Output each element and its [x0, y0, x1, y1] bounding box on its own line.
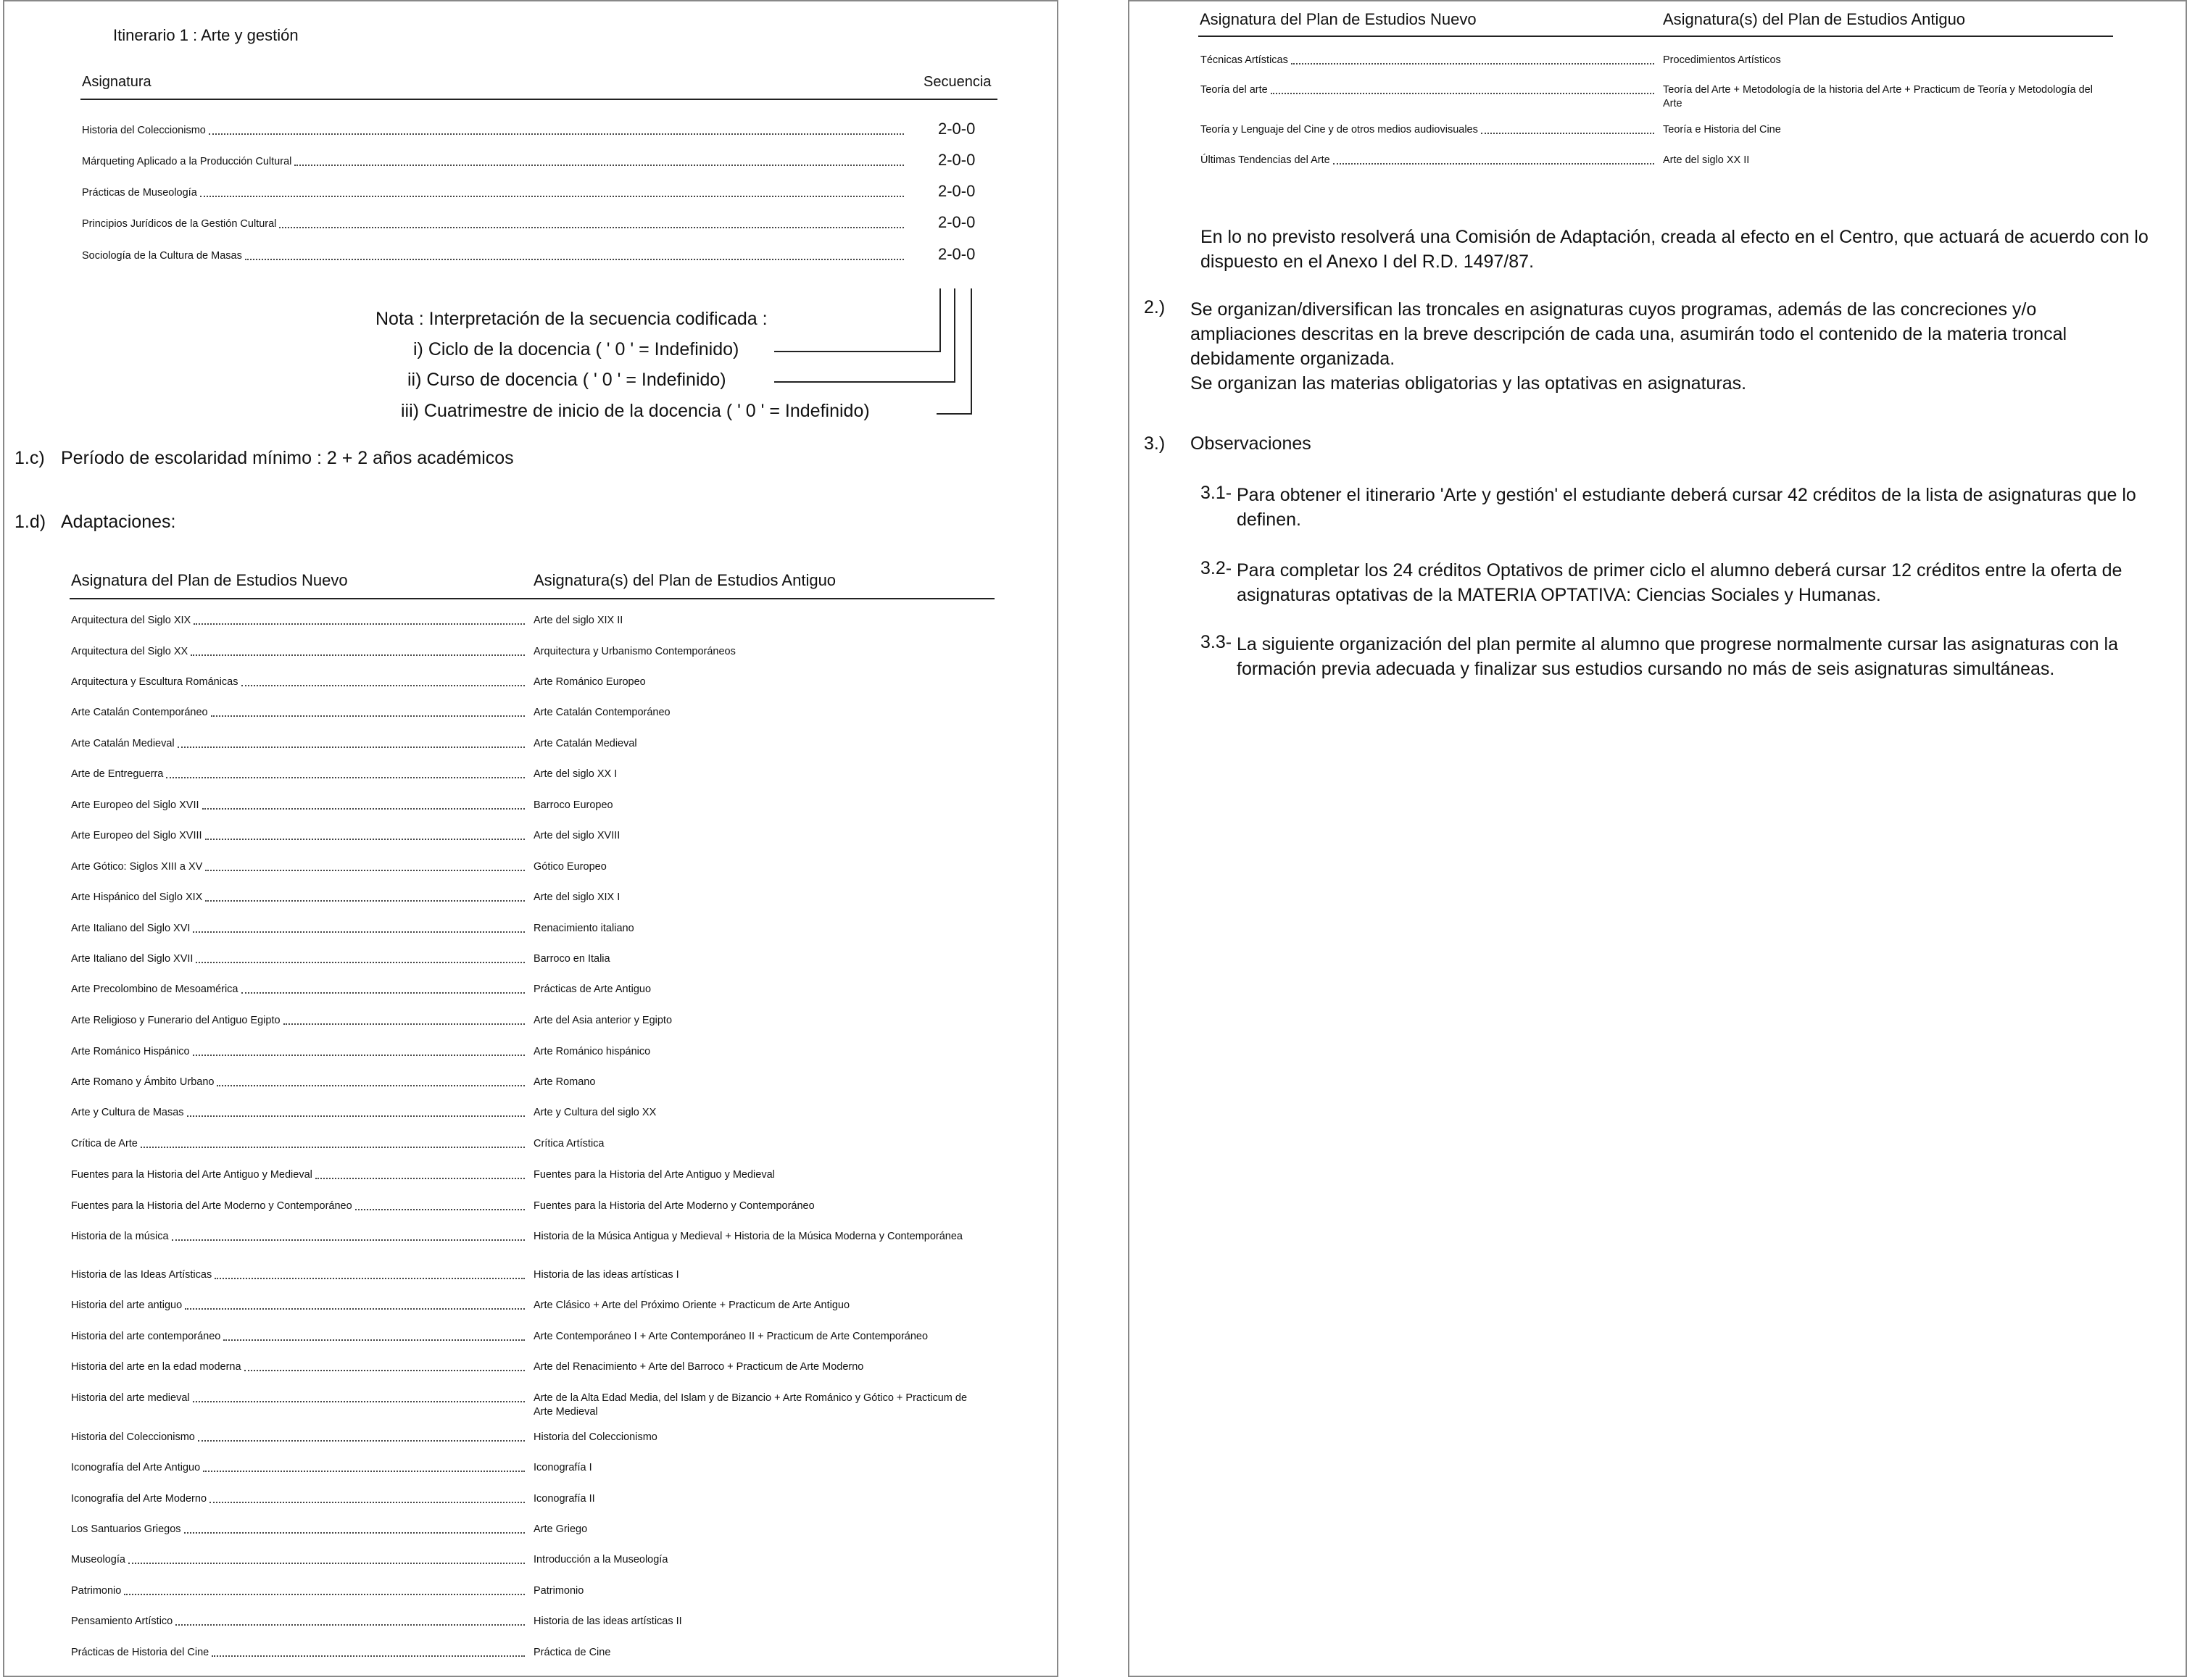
dot-leader [1333, 154, 1654, 165]
adapt-old-subject: Arte Romano [534, 1076, 596, 1088]
dot-leader [184, 1523, 525, 1534]
dot-leader [211, 706, 525, 717]
adapt-new-subject: Arte Precolombino de Mesoamérica [71, 984, 238, 995]
adapt-new-subject: Historia de la música [71, 1231, 169, 1242]
dot-leader [1271, 83, 1654, 94]
section-1c-text: Período de escolaridad mínimo : 2 + 2 años académicos [61, 448, 514, 468]
dot-leader [1481, 123, 1654, 134]
subject-row [82, 249, 907, 263]
adapt-old-subject: Arte del siglo XX II [1663, 154, 1750, 166]
dot-leader [141, 1137, 525, 1148]
adaptation-row [71, 829, 528, 843]
note-item-1: i) Ciclo de la docencia ( ' 0 ' = Indefinido) [413, 339, 739, 359]
subject-name: Sociología de la Cultura de Masas [82, 250, 242, 262]
adaptation-row [71, 891, 528, 905]
adaptation-row [71, 1615, 528, 1629]
adapt-new-subject: Arte Italiano del Siglo XVII [71, 953, 194, 965]
dot-leader [215, 1268, 525, 1279]
adaptation-row [71, 1045, 528, 1059]
adapt-old-subject: Barroco en Italia [534, 953, 610, 965]
adaptation-row [71, 1106, 528, 1120]
adapt-old-subject: Historia de la Música Antigua y Medieval + Historia de la Música Moderna y Contemporánea [534, 1231, 963, 1242]
adapt-new-subject: Museología [71, 1554, 125, 1565]
adapt-right-header-rule [1198, 36, 2113, 37]
adapt-old-subject: Crítica Artística [534, 1138, 605, 1149]
adapt-new-subject: Arquitectura del Siglo XX [71, 646, 188, 657]
adapt-old-subject: Arte del Renacimiento + Arte del Barroco + Practicum de Arte Moderno [534, 1361, 864, 1373]
adapt-new-subject: Historia del arte antiguo [71, 1299, 183, 1311]
adaptation-row [71, 737, 528, 751]
adapt-new-subject: Prácticas de Historia del Cine [71, 1647, 209, 1658]
adaptation-row [71, 1330, 528, 1344]
adapt-new-subject: Historia del arte medieval [71, 1392, 190, 1404]
adapt-old-subject: Arte del siglo XX I [534, 768, 618, 780]
dot-leader [209, 124, 904, 135]
adaptation-row [71, 1392, 528, 1405]
dot-leader [200, 186, 904, 197]
dot-leader [223, 1330, 525, 1341]
adapt-new-subject: Arquitectura y Escultura Románicas [71, 676, 238, 688]
subject-row [82, 124, 907, 138]
dot-leader [202, 799, 525, 810]
note-bracket-3 [971, 288, 972, 413]
adapt-old-subject: Teoría e Historia del Cine [1663, 124, 1781, 136]
dot-leader [193, 1045, 525, 1056]
adaptation-row [71, 1199, 528, 1213]
adapt-new-subject: Historia del arte contemporáneo [71, 1331, 221, 1342]
adapt-new-subject: Arte Gótico: Siglos XIII a XV [71, 861, 203, 873]
obs-3-3-text: La siguiente organización del plan permite al alumno que progrese normalmente cursar las asignaturas con la formación previa adecuada y finalizar sus estudios cursando no más de seis asignaturas simultáneas. [1237, 634, 2118, 679]
adapt-new-subject: Patrimonio [71, 1585, 122, 1597]
note-item-2: ii) Curso de docencia ( ' 0 ' = Indefinido) [407, 370, 726, 390]
subject-name: Principios Jurídicos de la Gestión Cultural [82, 218, 277, 230]
adapt-right-col-old: Asignatura(s) del Plan de Estudios Antiguo [1663, 10, 1966, 28]
note-title: Nota : Interpretación de la secuencia codificada : [375, 309, 768, 329]
adaptation-row [71, 1137, 528, 1151]
adaptation-row [71, 922, 528, 936]
dot-leader [315, 1168, 525, 1179]
adaptation-row [71, 675, 528, 689]
dot-leader [198, 1431, 525, 1442]
note-leader-2 [774, 381, 955, 383]
adapt-new-subject: Pensamiento Artístico [71, 1615, 173, 1627]
adapt-new-subject: Historia del arte en la edad moderna [71, 1361, 241, 1373]
section-1d-text: Adaptaciones: [61, 512, 176, 532]
adapt-old-subject: Introducción a la Museología [534, 1554, 668, 1565]
dot-leader [212, 1646, 525, 1657]
adapt-old-subject: Arte de la Alta Edad Media, del Islam y de Bizancio + Arte Románico y Gótico + Practicum de Arte Medieval [534, 1392, 968, 1418]
adaptation-row [71, 1646, 528, 1660]
dot-leader [279, 217, 904, 228]
subject-name: Prácticas de Museología [82, 187, 197, 199]
dot-leader [217, 1076, 525, 1086]
adapt-old-subject: Fuentes para la Historia del Arte Antiguo y Medieval [534, 1169, 775, 1181]
adapt-old-subject: Arte del siglo XVIII [534, 830, 621, 841]
adapt-old-subject: Historia de las ideas artísticas II [534, 1615, 682, 1627]
adaptation-row [71, 706, 528, 720]
dot-leader [205, 829, 525, 840]
subject-sequence: 2-0-0 [938, 245, 976, 263]
adapt-old-subject: Barroco Europeo [534, 799, 613, 811]
adapt-old-subject: Arte del siglo XIX I [534, 891, 621, 903]
dot-leader [128, 1553, 525, 1564]
note-item-3: iii) Cuatrimestre de inicio de la docencia ( ' 0 ' = Indefinido) [401, 401, 870, 421]
adaptation-row [71, 1076, 528, 1089]
dot-leader [194, 614, 525, 625]
adapt-new-subject: Arte Romano y Ámbito Urbano [71, 1076, 215, 1088]
adaptation-row [71, 1431, 528, 1444]
subject-name: Historia del Coleccionismo [82, 125, 206, 136]
subject-name: Márqueting Aplicado a la Producción Cultural [82, 156, 292, 167]
adapt-new-subject: Crítica de Arte [71, 1138, 138, 1149]
adapt-new-subject: Arte Europeo del Siglo XVII [71, 799, 199, 811]
adapt-old-subject: Fuentes para la Historia del Arte Moderno y Contemporáneo [534, 1200, 815, 1212]
dot-leader [294, 155, 904, 166]
dot-leader [244, 1360, 525, 1371]
subject-row [82, 186, 907, 200]
adapt-old-subject: Arte del Asia anterior y Egipto [534, 1015, 673, 1026]
adaptation-row [71, 983, 528, 997]
adaptation-row [71, 645, 528, 659]
adapt-old-subject: Arte Catalán Medieval [534, 738, 637, 749]
adapt-old-subject: Iconografía II [534, 1493, 595, 1505]
adaptation-row [71, 1268, 528, 1282]
section-2-text1: Se organizan/diversifican las troncales en asignaturas cuyos programas, además de las concreciones y/o ampliaciones descritas en la breve descripción de cada una, asumirán todo el contenido de la materia troncal debidamente organizada. [1190, 299, 2067, 369]
adapt-old-subject: Arte Románico Europeo [534, 676, 646, 688]
subjects-col-subject: Asignatura [82, 74, 152, 90]
adaptation-row [1200, 54, 1657, 67]
adapt-old-subject: Práctica de Cine [534, 1647, 611, 1658]
note-bracket-1 [939, 288, 941, 351]
dot-leader [241, 983, 526, 994]
adaptation-row [71, 1584, 528, 1598]
adapt-old-subject: Arte Griego [534, 1523, 588, 1535]
adapt-new-subject: Historia de las Ideas Artísticas [71, 1269, 212, 1281]
adapt-new-subject: Historia del Coleccionismo [71, 1431, 195, 1443]
adapt-new-subject: Arte de Entreguerra [71, 768, 164, 780]
adapt-new-subject: Arte Catalán Contemporáneo [71, 707, 208, 718]
dot-leader [187, 1106, 525, 1117]
adapt-old-subject: Renacimiento italiano [534, 923, 634, 934]
adapt-new-subject: Arte y Cultura de Masas [71, 1107, 184, 1118]
adapt-new-subject: Últimas Tendencias del Arte [1200, 154, 1330, 166]
adapt-new-subject: Iconografía del Arte Antiguo [71, 1462, 201, 1473]
adapt-new-subject: Arte Italiano del Siglo XVI [71, 923, 191, 934]
adapt-old-subject: Arte del siglo XIX II [534, 615, 623, 626]
adaptation-row [71, 1461, 528, 1475]
adapt-new-subject: Arte Románico Hispánico [71, 1046, 190, 1057]
adapt-old-subject: Patrimonio [534, 1585, 584, 1597]
subject-sequence: 2-0-0 [938, 213, 976, 231]
adaptation-row [71, 1230, 528, 1244]
dot-leader [172, 1230, 525, 1241]
dot-leader [203, 1461, 525, 1472]
adapt-new-subject: Teoría y Lenguaje del Cine y de otros medios audiovisuales [1200, 124, 1478, 136]
adaptation-row [71, 1360, 528, 1374]
adaptation-row [1200, 154, 1657, 167]
adaptation-row [71, 952, 528, 966]
dot-leader [175, 1615, 525, 1626]
subjects-header-rule [80, 99, 997, 100]
dot-leader [191, 645, 525, 656]
dot-leader [193, 1392, 525, 1402]
adapt-old-subject: Prácticas de Arte Antiguo [534, 984, 652, 995]
dot-leader [205, 860, 525, 871]
adaptation-row [71, 1168, 528, 1182]
obs-3-2-text: Para completar los 24 créditos Optativos de primer ciclo el alumno deberá cursar 12 créditos entre la oferta de asignaturas optativas de la MATERIA OPTATIVA: Ciencias Sociales y Humanas. [1237, 560, 2122, 605]
section-2-number: 2.) [1144, 297, 1166, 317]
adapt-new-subject: Técnicas Artísticas [1200, 54, 1288, 66]
adapt-new-subject: Teoría del arte [1200, 84, 1268, 96]
adaptation-row [71, 1014, 528, 1028]
adapt-old-subject: Teoría del Arte + Metodología de la historia del Arte + Practicum de Teoría y Metodología del Arte [1663, 84, 2093, 109]
adapt-old-subject: Historia del Coleccionismo [534, 1431, 657, 1443]
adapt-new-subject: Fuentes para la Historia del Arte Antiguo y Medieval [71, 1169, 312, 1181]
dot-leader [205, 891, 525, 902]
adaptation-row [71, 1523, 528, 1536]
adapt-new-subject: Arte Europeo del Siglo XVIII [71, 830, 202, 841]
dot-leader [124, 1584, 525, 1595]
adapt-old-subject: Procedimientos Artísticos [1663, 54, 1781, 66]
subject-sequence: 2-0-0 [938, 151, 976, 169]
right-page [1128, 0, 2187, 1677]
subject-row [82, 155, 907, 169]
adaptation-row [71, 860, 528, 874]
adapt-col-new: Asignatura del Plan de Estudios Nuevo [71, 571, 348, 589]
adaptation-row [1200, 123, 1657, 137]
obs-3-3-number: 3.3- [1200, 632, 1232, 652]
adapt-old-subject: Arte y Cultura del siglo XX [534, 1107, 657, 1118]
adapt-new-subject: Arquitectura del Siglo XIX [71, 615, 191, 626]
adapt-old-subject: Arte Románico hispánico [534, 1046, 651, 1057]
itinerary-title: Itinerario 1 : Arte y gestión [113, 26, 299, 44]
section-2-text2: Se organizan las materias obligatorias y las optativas en asignaturas. [1190, 373, 1747, 394]
obs-3-1-number: 3.1- [1200, 483, 1232, 503]
dot-leader [178, 737, 525, 748]
adapt-old-subject: Gótico Europeo [534, 861, 607, 873]
adapt-old-subject: Arte Clásico + Arte del Próximo Oriente + Practicum de Arte Antiguo [534, 1299, 850, 1311]
subject-sequence: 2-0-0 [938, 182, 976, 200]
adapt-new-subject: Arte Religioso y Funerario del Antiguo Egipto [71, 1015, 281, 1026]
dot-leader [209, 1492, 525, 1503]
section-3-title: Observaciones [1190, 433, 1311, 454]
adapt-old-subject: Arte Catalán Contemporáneo [534, 707, 671, 718]
dot-leader [1291, 54, 1654, 65]
adaptation-row [71, 1492, 528, 1506]
dot-leader [185, 1299, 525, 1310]
adaptation-row [71, 1553, 528, 1567]
adapt-col-old: Asignatura(s) del Plan de Estudios Antiguo [534, 571, 837, 589]
commission-text: En lo no previsto resolverá una Comisión de Adaptación, creada al efecto en el Centro, que actuará de acuerdo con lo dispuesto en el Anexo I del R.D. 1497/87. [1200, 227, 2149, 272]
adapt-new-subject: Los Santuarios Griegos [71, 1523, 181, 1535]
adaptation-row [1200, 83, 1657, 97]
dot-leader [283, 1014, 525, 1025]
adapt-new-subject: Arte Catalán Medieval [71, 738, 175, 749]
adaptation-row [71, 768, 528, 781]
dot-leader [245, 249, 904, 260]
adapt-old-subject: Arte Contemporáneo I + Arte Contemporáneo II + Practicum de Arte Contemporáneo [534, 1331, 929, 1342]
adapt-new-subject: Arte Hispánico del Siglo XIX [71, 891, 203, 903]
adapt-old-subject: Historia de las ideas artísticas I [534, 1269, 679, 1281]
dot-leader [355, 1199, 525, 1210]
adaptation-row [71, 799, 528, 812]
dot-leader [166, 768, 525, 778]
adapt-old-subject: Iconografía I [534, 1462, 592, 1473]
left-page [3, 0, 1058, 1677]
adapt-header-rule [70, 598, 995, 599]
section-1d-number: 1.d) [14, 512, 46, 532]
adapt-old-subject: Arquitectura y Urbanismo Contemporáneos [534, 646, 736, 657]
adapt-new-subject: Fuentes para la Historia del Arte Moderno y Contemporáneo [71, 1200, 352, 1212]
section-3-number: 3.) [1144, 433, 1166, 454]
section-1c-number: 1.c) [14, 448, 45, 468]
dot-leader [193, 922, 525, 933]
subject-sequence: 2-0-0 [938, 120, 976, 138]
note-bracket-2 [954, 288, 955, 381]
note-leader-3 [937, 413, 972, 415]
adapt-right-col-new: Asignatura del Plan de Estudios Nuevo [1200, 10, 1477, 28]
obs-3-1-text: Para obtener el itinerario 'Arte y gestión' el estudiante deberá cursar 42 créditos de la lista de asignaturas que lo definen. [1237, 485, 2136, 530]
obs-3-2-number: 3.2- [1200, 558, 1232, 578]
adaptation-row [71, 1299, 528, 1313]
dot-leader [196, 952, 525, 963]
dot-leader [241, 675, 526, 686]
subject-row [82, 217, 907, 231]
adapt-new-subject: Iconografía del Arte Moderno [71, 1493, 207, 1505]
subjects-col-sequence: Secuencia [924, 74, 992, 90]
note-leader-1 [774, 351, 941, 352]
adaptation-row [71, 614, 528, 628]
